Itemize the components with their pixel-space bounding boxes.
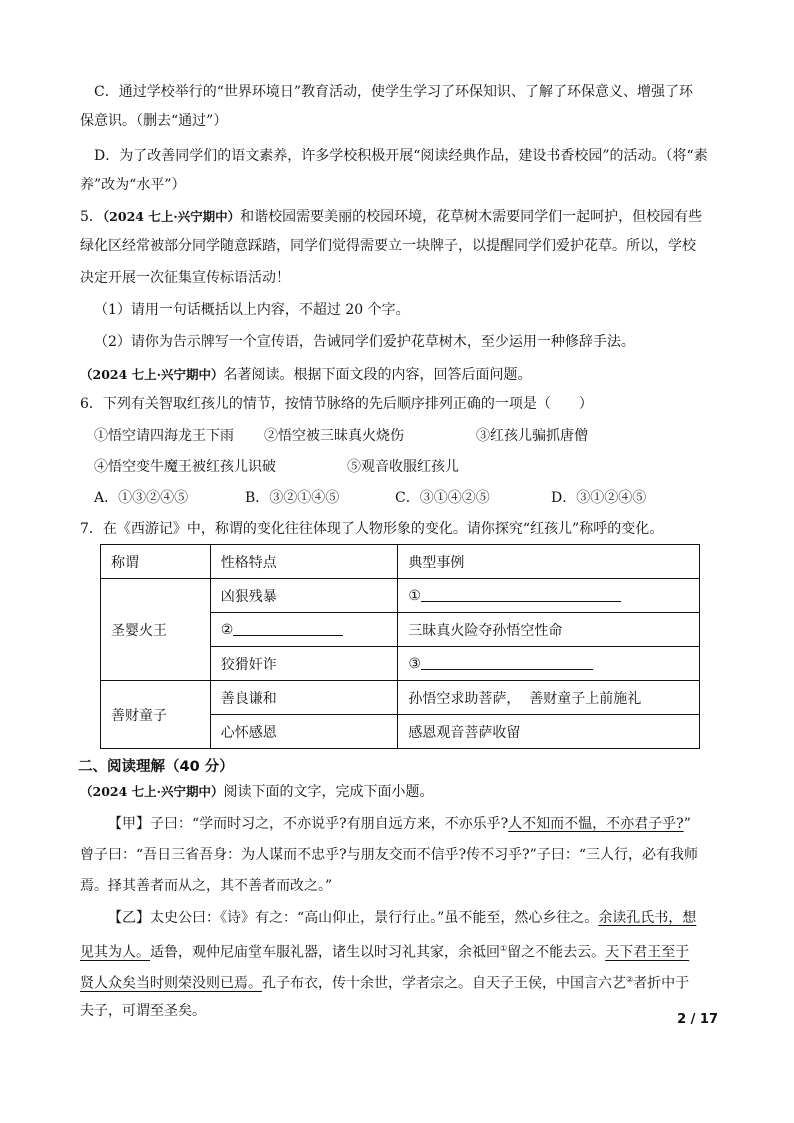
q6-stem: 6．下列有关智取红孩儿的情节，按情节脉络的先后顺序排列正确的一项是（ ） — [80, 396, 593, 412]
yi-text: 适鲁，观仲尼庙堂车服礼器，诸生以时习礼其家，余祗回 — [150, 944, 500, 961]
q6-item-1: ①悟空请四海龙王下雨 — [94, 428, 234, 444]
mingzhu-text: 名著阅读。根据下面文段的内容，回答后面问题。 — [223, 367, 532, 383]
jia-underlined-sentence: 人不知而不愠，不亦君子乎? — [508, 816, 684, 832]
trait-cell: 狡猾奸诈 — [210, 647, 398, 681]
reading-text: 阅读下面的文字，完成下面小题。 — [223, 784, 434, 800]
q6-item-4: ④悟空变牛魔王被红孩儿识破 — [94, 459, 276, 475]
footnote-marker: ② — [626, 975, 634, 984]
q6-option-b: B．③②①④⑤ — [245, 490, 340, 506]
q6-item-2: ②悟空被三昧真火烧伤 — [264, 428, 404, 444]
q5-number: 5． — [80, 209, 103, 225]
q5-stem-line2: 绿化区经常被部分同学随意踩踏，同学们觉得需要立一块牌子，以提醒同学们爱护花草。所以，学校 — [80, 238, 696, 254]
q4-option-c-line1: C．通过学校举行的“世界环境日”教育活动，使学生学习了环保知识、了解了环保意义、增强了环 — [94, 84, 694, 100]
q4-option-d-line2: 养”改为“水平”） — [80, 177, 186, 193]
table-header-cell: 典型事例 — [398, 545, 700, 579]
passage-jia-line2: 曾子曰：“吾日三省吾身：为人谋而不忠乎?与朋友交而不信乎?传不习乎?”子曰：“三人行，必有我师 — [80, 847, 698, 863]
title-cell-1: 圣婴火王 — [101, 579, 211, 681]
q6-option-d: D．③①②④⑤ — [551, 490, 647, 506]
passage-yi-line1 — [108, 908, 748, 928]
passage-yi-line2 — [80, 939, 720, 963]
trait-cell: 心怀感恩 — [210, 715, 398, 749]
trait-cell — [210, 613, 398, 647]
q5-source: （2024 七上·兴宁期中） — [102, 209, 241, 224]
page-number: 2 / 17 — [677, 1012, 718, 1027]
footnote-marker: ① — [500, 944, 508, 953]
title-cell-2: 善财童子 — [101, 681, 211, 749]
blank-marker: ② — [220, 622, 234, 638]
answer-blank-2[interactable] — [233, 621, 343, 636]
trait-cell: 善良谦和 — [210, 681, 398, 715]
q5-sub1: （1）请用一句话概括以上内容，不超过 20 个字。 — [94, 302, 410, 318]
q4-option-d-line1: D．为了改善同学们的语文素养，许多学校积极开展“阅读经典作品，建设书香校园”的活动。（将“素 — [94, 148, 708, 164]
jia-text-end: ” — [683, 816, 691, 832]
reading-intro — [80, 782, 720, 802]
mingzhu-source: （2024 七上·兴宁期中） — [80, 367, 224, 382]
blank-marker: ③ — [408, 656, 421, 672]
q5-stem-line3: 决定开展一次征集宣传标语活动！ — [80, 270, 290, 286]
yi-text: 【乙】太史公曰：《诗》有之：“高山仰止，景行行止。”虽不能至，然心乡往之。 — [108, 910, 599, 926]
q4-option-c-line2: 保意识。（删去“通过”） — [80, 113, 228, 129]
q6-items-row2 — [94, 457, 734, 477]
table-header-cell: 性格特点 — [210, 545, 398, 579]
yi-text: 者折中于 — [633, 975, 690, 992]
section-title: 二、阅读理解（40 分） — [78, 759, 234, 775]
yi-underlined-sentence-1: 余读孔氏书，想 — [598, 910, 697, 926]
passage-jia-line1 — [108, 814, 748, 834]
q6-items-row1 — [94, 426, 734, 446]
trait-cell: 凶狠残暴 — [210, 579, 398, 613]
example-cell — [398, 647, 700, 681]
table-row — [101, 681, 700, 715]
table-row — [101, 579, 700, 613]
q6-option-a: A．①③②④⑤ — [94, 490, 189, 506]
reading-source: （2024 七上·兴宁期中） — [80, 784, 224, 799]
yi-underlined-sentence-2-end: 贤人众矣当时则荣没则已焉。 — [80, 975, 262, 992]
q5-sub2: （2）请你为告示牌写一个宣传语，告诫同学们爱护花草树木，至少运用一种修辞手法。 — [94, 334, 635, 350]
q6-item-3: ③红孩儿骗抓唐僧 — [476, 428, 588, 444]
yi-text: 留之不能去云。 — [507, 944, 606, 961]
example-cell — [398, 579, 700, 613]
yi-underlined-sentence-2: 天下君王至于 — [605, 944, 690, 961]
q7-table — [100, 544, 700, 749]
q5-stem-line1 — [80, 207, 720, 227]
answer-blank-1[interactable] — [421, 587, 621, 602]
example-cell: 感恩观音菩萨收留 — [398, 715, 700, 749]
passage-yi-line4: 夫子，可谓至圣矣。 — [80, 1003, 206, 1019]
blank-marker: ① — [408, 588, 421, 604]
q7-stem: 7．在《西游记》中，称谓的变化往往体现了人物形象的变化。请你探究“红孩儿”称呼的变化。 — [80, 521, 664, 537]
q6-options — [94, 488, 734, 508]
example-cell: 三昧真火险夺孙悟空性命 — [398, 613, 700, 647]
mingzhu-intro — [80, 365, 720, 385]
answer-blank-3[interactable] — [421, 655, 593, 670]
table-header-cell: 称谓 — [101, 545, 211, 579]
q5-text: 和谐校园需要美丽的校园环境，花草树木需要同学们一起呵护，但校园有些 — [240, 209, 703, 225]
passage-yi-line3 — [80, 970, 720, 994]
example-cell: 孙悟空求助菩萨， 善财童子上前施礼 — [398, 681, 700, 715]
q6-item-5: ⑤观音收服红孩儿 — [347, 459, 459, 475]
q6-option-c: C．③①④②⑤ — [395, 490, 490, 506]
table-header-row — [101, 545, 700, 579]
yi-text: 孔子布衣，传十余世，学者宗之。自天子王侯，中国言六艺 — [262, 975, 626, 992]
jia-text: 【甲】子曰：“学而时习之，不亦说乎?有朋自远方来，不亦乐乎? — [108, 816, 509, 832]
passage-jia-line3: 焉。择其善者而从之，其不善者而改之。” — [80, 878, 333, 894]
yi-underlined-sentence-1-end: 见其为人。 — [80, 944, 150, 961]
